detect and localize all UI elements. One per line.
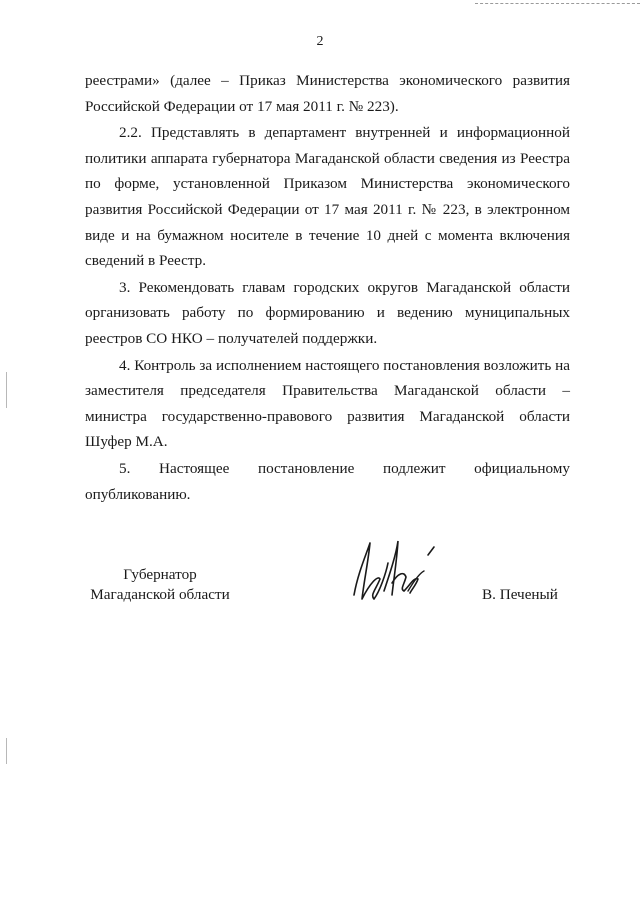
handwritten-signature-icon bbox=[340, 533, 450, 613]
paragraph-4: 4. Контроль за исполнением настоящего постановления возложить на заместителя председателя Правительства Магаданской области – министра государственно-правового развития Магаданской области Шуфер М.А. bbox=[85, 356, 570, 451]
top-edge-rule bbox=[475, 3, 640, 4]
paragraph-5: 5. Настоящее постановление подлежит официальному опубликованию. bbox=[85, 459, 570, 503]
paragraph-continuation: реестрами» (далее – Приказ Министерства экономического развития Российской Федерации от 17 мая 2011 г. № 223). bbox=[85, 72, 570, 115]
document-body bbox=[85, 68, 570, 507]
signature-block bbox=[0, 565, 640, 625]
signatory-title-line: Губернатор bbox=[123, 566, 197, 583]
signatory-title bbox=[90, 565, 230, 605]
left-edge-mark bbox=[6, 738, 7, 764]
left-edge-mark bbox=[6, 372, 7, 408]
signatory-title-line: Магаданской области bbox=[90, 586, 230, 603]
paragraph-2-2: 2.2. Представлять в департамент внутренней и информационной политики аппарата губернатора Магаданской области сведения из Реестра по форме, установленной Приказом Министерства экономического развития Российской Федерации от 17 мая 2011 г. № 223, в электронном виде и на бумажном носителе в течение 10 дней с момента включения сведений в Реестр. bbox=[85, 124, 570, 270]
page-number: 2 bbox=[316, 34, 324, 49]
signatory-name: В. Печеный bbox=[482, 586, 558, 603]
paragraph-3: 3. Рекомендовать главам городских округов Магаданской области организовать работу по формированию и ведению муниципальных реестров СО НКО – получателей поддержки. bbox=[85, 278, 570, 347]
